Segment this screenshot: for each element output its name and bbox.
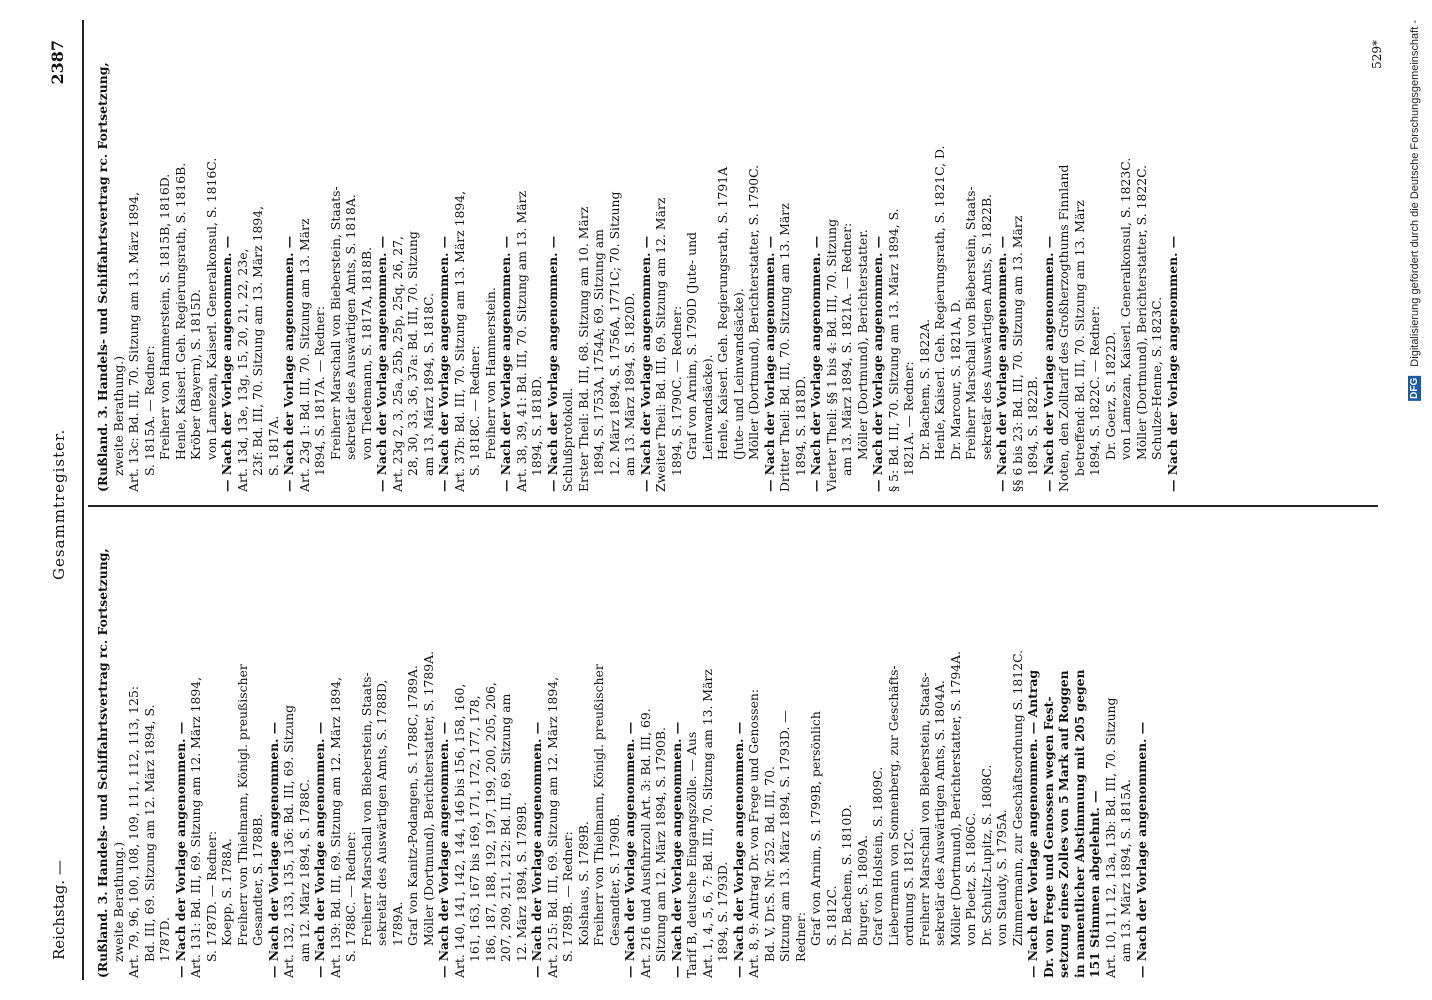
index-line: S. 1789B. — Redner: <box>560 831 575 962</box>
index-line: — Nach der Vorlage angenommen. — <box>436 235 451 492</box>
index-line: sekretär des Auswärtigen Amts, S. 1822B. <box>978 194 994 460</box>
index-line: Art. 1, 4, 5, 6, 7: Bd. III, 70. Sitzung am 13. März <box>699 669 715 978</box>
index-line: S. 1787D. — Redner: <box>203 830 219 962</box>
index-line: 161, 163, 167 bis 169, 171, 172, 177, 178, <box>467 695 482 962</box>
index-line: sekretär des Auswärtigen Amts, S. 1818A. <box>343 194 358 460</box>
index-line: Graf von Holstein, S. 1809C. <box>870 766 885 946</box>
index-line: betreffend: Bd. III, 70. Sitzung am 13. März <box>1071 200 1087 476</box>
index-line: von Staudy, S. 1795A. <box>994 809 1009 946</box>
index-line: — Nach der Vorlage angenommen. — <box>761 235 777 492</box>
index-line: Graf von Kanitz-Podangen, S. 1788C, 1789A. <box>405 665 420 946</box>
index-line: zweite Berathung.) <box>110 355 126 476</box>
index-line: 1894, S. 1793D. <box>715 861 730 962</box>
index-line: 186, 187, 188, 192, 197, 199, 200, 205, 206, <box>482 682 498 962</box>
index-line: 12. März 1894, S. 1756A, 1771C; 70. Sitzung <box>606 191 622 476</box>
index-line: von Lamezan, Kaiserl. Generalkonsul, S. 1816C. <box>203 157 219 460</box>
index-line: — Nach der Vorlage angenommen. — <box>637 235 653 492</box>
index-line: Art. 215: Bd. III, 69. Sitzung am 12. März 1894, <box>544 676 560 978</box>
page-number: 2387 <box>48 40 67 85</box>
right-column <box>95 47 1180 492</box>
index-line: Dr. von Frege und Genossen wegen Fest- <box>1040 696 1056 978</box>
index-line: Sitzung am 12. März 1894, S. 1790B. <box>653 727 668 962</box>
index-line: S. 1815A. — Redner: <box>141 345 157 476</box>
page-header <box>40 40 80 960</box>
index-line: Art. 79, 96, 100, 108, 109, 111, 112, 113, 125: <box>126 685 141 978</box>
index-line: Schulze-Henne, S. 1823C. <box>1149 296 1164 460</box>
index-line: S. 1788C. — Redner: <box>343 831 358 962</box>
index-line: von Lamezan, Kaiserl. Generalkonsul, S. 1823C. <box>1118 157 1133 460</box>
index-line: am 13. März 1894, S. 1821A. — Redner: <box>839 222 854 476</box>
index-line: 1894, S. 1822C. — Redner: <box>1087 305 1102 476</box>
header-title: Gesammtregister. <box>50 428 68 580</box>
index-line: 23f: Bd. III, 70. Sitzung am 13. März 1894, <box>250 205 265 476</box>
index-line: Möller (Dortmund), Berichterstatter. <box>854 229 870 460</box>
index-line: (Jute- und Leinwandsäcke). <box>730 288 746 460</box>
dfg-logo: DFG <box>1409 377 1420 399</box>
index-line: Tarif B, deutsche Eingangszölle. — Aus <box>684 731 699 978</box>
index-line: Zimmermann, zur Geschäftsordnung S. 1812C. <box>1009 649 1025 946</box>
index-line: Zweiter Theil: Bd. III, 69. Sitzung am 12. März <box>653 197 668 492</box>
index-line: 1894, S. 1818D. <box>792 375 808 476</box>
index-line: Redner: <box>792 911 808 962</box>
left-column <box>95 533 1149 978</box>
index-line: 1821A. — Redner: <box>901 361 916 476</box>
index-line: Sitzung am 13. März 1894, S. 1793D. — <box>777 710 792 962</box>
index-line: § 5: Bd. III, 70. Sitzung am 13. März 1894, S. <box>885 208 901 492</box>
index-line: — Nach der Vorlage angenommen. — <box>1133 721 1149 978</box>
index-line: Koepp, S. 1788A. <box>219 838 234 946</box>
index-line: Art. 10, 11, 12, 13a, 13b: Bd. III, 70. Sitzung <box>1102 697 1118 978</box>
index-line: Bd. III, 69. Sitzung am 12. März 1894, S. <box>141 704 157 962</box>
index-line: Henle, Kaiserl. Geh. Regierungsrath, S. 1816B. <box>172 162 188 460</box>
index-line: am 13. März 1894, S. 1815A. <box>1118 779 1133 962</box>
index-line: (Rußland. 3. Handels- und Schiffahrtsvertrag rc. Fortsetzung, <box>95 548 110 978</box>
index-line: S. 1812C. <box>823 885 839 946</box>
index-line: S. 1818C. — Redner: <box>467 345 482 476</box>
index-line: Gesandter, S. 1790B. <box>606 813 622 946</box>
index-line: Graf von Arnim, S. 1790D (Jute- und <box>684 232 699 460</box>
index-line: Art. 216 und Ausfuhrzoll Art. 3: Bd. III, 69. <box>637 708 653 978</box>
index-line: setzung eines Zolles von 5 Mark auf Roggen <box>1056 670 1071 978</box>
index-line: Dritter Theil: Bd. III, 70. Sitzung am 13. März <box>777 203 792 492</box>
index-line: Art. 23g 2, 3, 25a, 25b, 25p, 25q, 26, 27, <box>389 236 405 492</box>
index-line: — Nach der Vorlage angenommen. — <box>219 235 234 492</box>
index-line: Freiherr Marschall von Bieberstein, Staats- <box>358 672 374 946</box>
index-line: — Nach der Vorlage angenommen. — <box>808 235 823 492</box>
index-line: Möller (Dortmund), Berichterstatter, S. 1790C. <box>746 164 761 460</box>
index-line: Art. 37b: Bd. III, 70. Sitzung am 13. März 1894, <box>451 190 467 492</box>
index-line: — Nach der Vorlage angenommen. — <box>668 721 684 978</box>
index-line: Freiherr Marschall von Bieberstein, Staats- <box>327 186 343 460</box>
index-line: 1894, S. 1817A. — Redner: <box>312 305 327 476</box>
index-line: Noten, den Zolltarif des Großherzogthums Finnland <box>1056 164 1071 492</box>
index-line: §§ 6 bis 23: Bd. III, 70. Sitzung am 13. März <box>1009 215 1025 492</box>
header-left: Reichstag. — <box>50 860 68 960</box>
index-line: Burger, S. 1809A. <box>854 834 870 946</box>
index-line: 1787D. <box>157 917 172 962</box>
index-line: 1894, S. 1818D. <box>529 375 544 476</box>
index-line: 1789A. <box>389 901 405 946</box>
index-line: — Nach der Vorlage angenommen. — <box>994 235 1009 492</box>
index-line: — Nach der Vorlage angenommen. — <box>622 721 637 978</box>
index-line: — Nach der Vorlage angenommen. — <box>498 235 513 492</box>
column-divider <box>88 505 1378 507</box>
index-line: 28, 30, 33, 36, 37a: Bd. III, 70. Sitzung <box>405 231 420 476</box>
index-line: Art. 132, 133, 135, 136: Bd. III, 69. Sitzung <box>281 704 296 978</box>
index-line: Freiherr Marschall von Bieberstein, Staats- <box>963 186 978 460</box>
page-mark: 529* <box>1370 40 1384 69</box>
digitization-note <box>1408 20 1428 980</box>
index-line: — Nach der Vorlage angenommen. — <box>1164 235 1180 492</box>
header-rule <box>82 20 84 980</box>
index-line: — Nach der Vorlage angenommen. — <box>436 721 451 978</box>
index-line: 1894, S. 1822B. <box>1025 376 1040 476</box>
index-line: am 13. März 1894, S. 1820D. <box>622 292 637 476</box>
index-line: Dr. Bachem, S. 1810D. <box>839 804 854 946</box>
index-line: Vierter Theil: §§ 1 bis 4: Bd. III, 70. Sitzung <box>823 218 839 492</box>
index-line: Möller (Dortmund), Berichterstatter, S. 1822C. <box>1133 164 1149 460</box>
index-line: Dr. Schultz-Lupitz, S. 1808C. <box>978 764 994 946</box>
index-line: — Nach der Vorlage angenommen. — <box>281 235 296 492</box>
index-line: Liebermann von Sonnenberg, zur Geschäfts- <box>885 665 901 946</box>
index-line: zweite Berathung.) <box>110 841 126 962</box>
index-line: Art. 139: Bd. III, 69. Sitzung am 12. März 1894, <box>327 676 343 978</box>
index-line: Art. 13c: Bd. III, 70. Sitzung am 13. März 1894, <box>126 191 141 492</box>
index-line: ordnung S. 1812C. <box>901 828 916 946</box>
index-line: 1894, S. 1753A, 1754A; 69. Sitzung am <box>591 229 606 476</box>
index-line: (Rußland. 3. Handels- und Schiffahrtsvertrag rc. Fortsetzung, <box>95 62 110 492</box>
index-line: Freiherr von Thielmann, Königl. preußischer <box>591 664 606 946</box>
index-line: Art. 38, 39, 41: Bd. III, 70. Sitzung am 13. März <box>513 190 529 492</box>
index-line: in namentlicher Abstimmung mit 205 gegen <box>1071 669 1087 978</box>
index-line: Dr. Bachem, S. 1822A. <box>916 318 932 460</box>
index-line: Dr. Marcour, S. 1821A, D. <box>947 299 963 460</box>
index-line: — Nach der Vorlage angenommen. — <box>870 235 885 492</box>
index-line: — Nach der Vorlage angenommen. — <box>374 235 389 492</box>
index-line: Kolshaus, S. 1789B. <box>575 821 591 946</box>
index-line: Dr. Goerz, S. 1822D. <box>1102 331 1118 460</box>
index-line: von Ploetz, S. 1806C. <box>963 812 978 946</box>
index-line: Art. 140, 141, 142, 144, 146 bis 156, 158, 160, <box>451 683 467 978</box>
index-line: S. 1817A. <box>265 415 281 476</box>
index-line: von Tiedemann, S. 1817A, 1818B. <box>358 246 374 460</box>
index-line: Henle, Kaiserl. Geh. Regierungsrath, S. 1821C, D. <box>932 145 947 460</box>
index-line: — Nach der Vorlage angenommen. — Antrag <box>1025 669 1040 978</box>
index-line: Erster Theil: Bd. III, 68. Sitzung am 10. März <box>575 206 591 492</box>
index-line: Möller (Dortmund), Berichterstatter, S. 1794A. <box>947 650 963 946</box>
index-line: — Nach der Vorlage angenommen. — <box>730 721 746 978</box>
index-line: Freiherr Marschall von Bieberstein, Staats- <box>916 672 932 946</box>
index-line: — Nach der Vorlage angenommen. — <box>312 721 327 978</box>
index-line: Schlußprotokoll. <box>560 387 575 492</box>
index-line: — Nach der Vorlage angenommen. — <box>172 721 188 978</box>
index-line: Henle, Kaiserl. Geh. Regierungsrath, S. 1791A <box>715 166 730 460</box>
index-line: Möller (Dortmund), Berichterstatter, S. 1789A. <box>420 650 436 946</box>
index-line: sekretär des Auswärtigen Amts, S. 1788D, <box>374 679 389 946</box>
index-line: Freiherr von Hammerstein. <box>482 287 498 460</box>
index-line: 151 Stimmen abgelehnt. — <box>1087 790 1102 978</box>
index-line: 207, 209, 211, 212: Bd. III, 69. Sitzung am <box>498 693 513 962</box>
digitization-text: Digitalisierung gefördert durch die Deutsche Forschungsgemeinschaft - <box>1409 20 1421 367</box>
index-line: Freiherr von Hammerstein, S. 1815B, 1816D. <box>157 173 172 460</box>
index-line: am 12. März 1894, S. 1788C. <box>296 778 312 962</box>
index-line: — Nach der Vorlage angenommen. — <box>265 721 281 978</box>
index-line: Bd. V, Dr.S. Nr. 252. Bd. III, 70. <box>761 766 777 962</box>
index-line: 12. März 1894, S. 1789B. <box>513 801 529 962</box>
index-line: — Nach der Vorlage angenommen. — <box>1040 235 1056 492</box>
index-line: am 13. März 1894, S. 1818C. <box>420 292 436 476</box>
index-line: Leinwandsäcke). <box>699 354 715 460</box>
index-line: Graf von Arnim, S. 1799B, persönlich <box>808 711 823 946</box>
index-line: — Nach der Vorlage angenommen. — <box>529 721 544 978</box>
index-line: sekretär des Auswärtigen Amts, S. 1804A. <box>932 680 947 946</box>
index-line: 1894, S. 1790C. — Redner: <box>668 305 684 476</box>
index-line: Art. 8, 9: Antrag Dr. von Frege und Genossen: <box>746 688 761 978</box>
index-line: Art. 131: Bd. III, 69. Sitzung am 12. März 1894, <box>188 676 203 978</box>
index-line: Art. 23g 1: Bd. III, 70. Sitzung am 13. März <box>296 218 312 492</box>
index-line: Art. 13d, 13e, 13g, 15, 20, 21, 22, 23e, <box>234 248 250 492</box>
index-line: Kröber (Bayern), S. 1815D. <box>188 289 203 460</box>
index-line: — Nach der Vorlage angenommen. — <box>544 235 560 492</box>
index-line: Freiherr von Thielmann, Königl. preußischer <box>234 664 250 946</box>
index-line: Gesandter, S. 1788B. <box>250 813 265 946</box>
